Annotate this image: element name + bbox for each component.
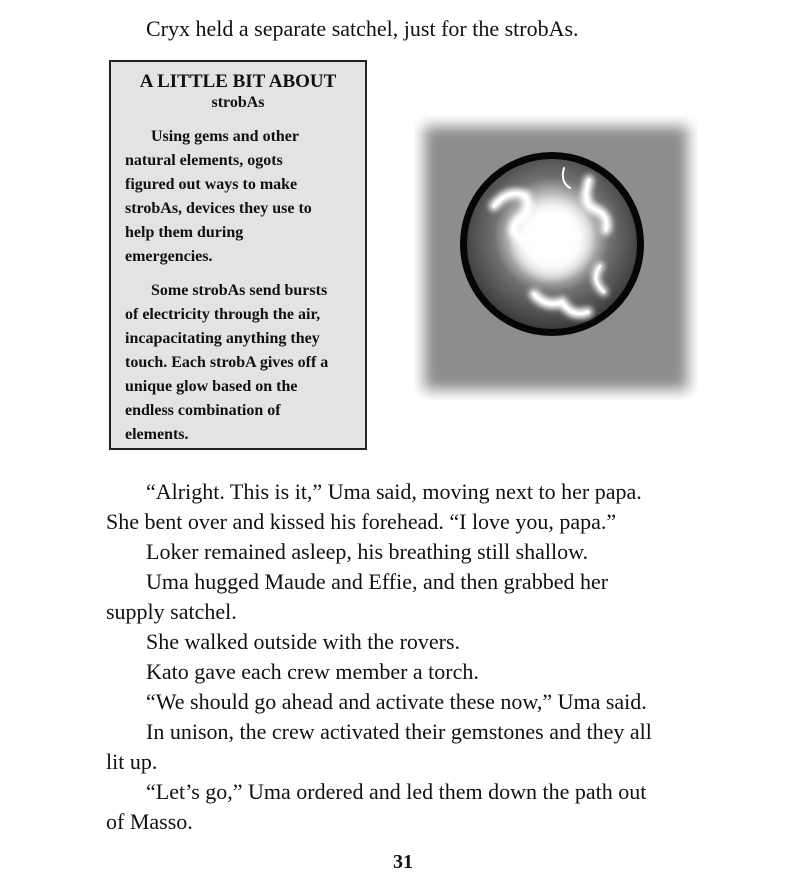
text-line: lit up. (106, 749, 158, 774)
text-line: supply satchel. (106, 599, 237, 624)
text-line: figured out ways to make (125, 176, 298, 193)
opening-paragraph (106, 14, 726, 44)
text-line: of electricity through the air, (125, 306, 321, 323)
text-line: unique glow based on the (125, 378, 298, 395)
text-line: She bent over and kissed his forehead. “I love you, papa.” (106, 509, 617, 534)
text-line: strobAs, devices they use to (125, 200, 312, 217)
text-line: “We should go ahead and activate these now,” Uma said. (146, 689, 647, 714)
orb-core-glow (508, 196, 596, 284)
sidebar-paragraph (125, 125, 361, 269)
text-line: Kato gave each crew member a torch. (146, 659, 479, 684)
text-line: Cryx held a separate satchel, just for the strobAs. (146, 16, 579, 41)
text-line: help them during (125, 224, 244, 241)
text-line: Some strobAs send bursts (151, 282, 328, 299)
text-line: In unison, the crew activated their gemstones and they all (146, 719, 652, 744)
text-line: touch. Each strobA gives off a (125, 354, 329, 371)
sidebar-subtitle: strobAs (211, 94, 265, 111)
body-text (106, 477, 726, 837)
text-line: natural elements, ogots (125, 152, 283, 169)
page-number: 31 (393, 851, 413, 873)
text-line: elements. (125, 426, 189, 443)
text-line: of Masso. (106, 809, 193, 834)
sidebar-box (109, 60, 367, 450)
sidebar-paragraph (125, 279, 361, 447)
text-line: “Let’s go,” Uma ordered and led them down the path out (146, 779, 647, 804)
text-line: “Alright. This is it,” Uma said, moving next to her papa. (146, 479, 642, 504)
sidebar-title: A LITTLE BIT ABOUT (139, 71, 337, 92)
text-line: incapacitating anything they (125, 330, 320, 347)
text-line: Loker remained asleep, his breathing still shallow. (146, 539, 589, 564)
text-line: Using gems and other (151, 128, 300, 145)
text-line: endless combination of (125, 402, 281, 419)
text-line: She walked outside with the rovers. (146, 629, 461, 654)
text-line: Uma hugged Maude and Effie, and then grabbed her (146, 569, 609, 594)
strob-illustration (414, 116, 698, 400)
text-line: emergencies. (125, 248, 213, 265)
